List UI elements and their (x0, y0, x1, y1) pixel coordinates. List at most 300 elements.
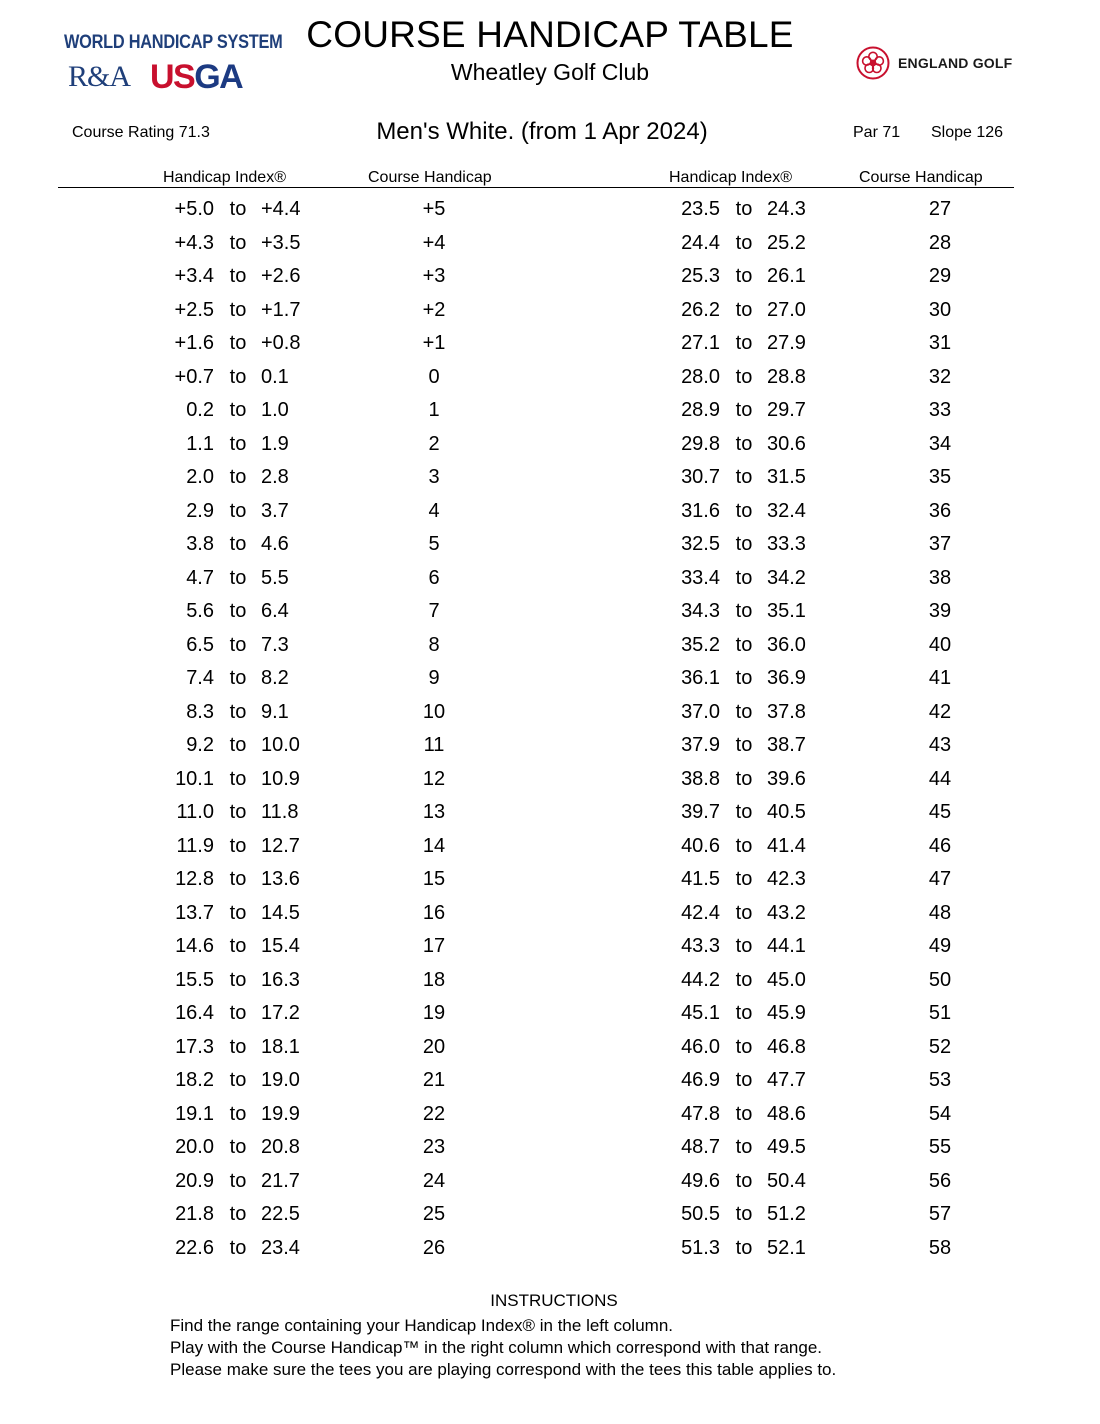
right-index-low: 27.1 (681, 332, 720, 354)
page-title: COURSE HANDICAP TABLE (306, 14, 794, 55)
left-course-handicap: 26 (422, 1236, 446, 1259)
left-course-handicap: 6 (428, 566, 440, 589)
right-course-handicap: 55 (928, 1136, 952, 1158)
right-to-word: to (735, 767, 753, 790)
left-index-high: 1.0 (261, 399, 289, 421)
table-row (0, 1065, 1100, 1099)
left-to-word: to (229, 1169, 247, 1192)
left-index-low: 2.9 (186, 499, 214, 522)
left-to-word: to (229, 1069, 247, 1091)
right-course-handicap: 48 (928, 901, 952, 924)
left-index-low: 17.3 (175, 1035, 214, 1058)
left-index-high: 9.1 (261, 700, 289, 723)
right-index-high: 37.8 (767, 700, 806, 723)
right-index-high: 25.2 (767, 231, 806, 254)
table-row (0, 998, 1100, 1032)
r-and-a-logo: R&A (68, 60, 131, 93)
right-course-handicap-header: Course Handicap (859, 169, 983, 186)
right-course-handicap: 42 (928, 700, 952, 723)
left-index-low: 20.9 (175, 1169, 214, 1192)
left-index-low: 10.1 (175, 767, 214, 790)
left-course-handicap: +5 (422, 198, 446, 220)
left-course-handicap: +3 (422, 265, 446, 287)
right-index-high: 38.7 (767, 734, 806, 756)
table-row (0, 596, 1100, 630)
left-course-handicap: 18 (422, 968, 446, 991)
right-index-high: 30.6 (767, 432, 806, 455)
instruction-line-1: Find the range containing your Handicap Index® in the left column. (170, 1316, 673, 1335)
left-index-high: 21.7 (261, 1169, 300, 1192)
left-index-low: 16.4 (175, 1002, 214, 1024)
left-to-word: to (229, 533, 247, 555)
left-to-word: to (229, 600, 247, 622)
left-to-word: to (229, 231, 247, 254)
left-course-handicap: 10 (422, 700, 446, 723)
right-index-low: 44.2 (681, 968, 720, 991)
table-row (0, 730, 1100, 764)
left-course-handicap: 13 (422, 801, 446, 823)
left-course-handicap: 7 (428, 600, 440, 622)
left-index-high: 3.7 (261, 499, 289, 522)
instruction-line-2: Play with the Course Handicap™ in the right column which correspond with that range. (170, 1338, 823, 1357)
right-index-low: 50.5 (681, 1203, 720, 1225)
right-index-low: 25.3 (681, 265, 720, 287)
right-index-high: 31.5 (767, 466, 806, 488)
left-to-word: to (229, 968, 247, 991)
tee-title: Men's White. (from 1 Apr 2024) (376, 118, 708, 145)
left-course-handicap: 11 (423, 734, 445, 756)
left-index-high: 8.2 (261, 667, 289, 689)
left-to-word: to (229, 667, 247, 689)
right-course-handicap: 28 (928, 231, 952, 254)
left-to-word: to (229, 767, 247, 790)
left-index-high: 14.5 (261, 901, 300, 924)
left-to-word: to (229, 834, 247, 857)
left-index-low: 12.8 (175, 868, 214, 890)
left-course-handicap: 14 (422, 834, 446, 857)
club-name: Wheatley Golf Club (450, 59, 650, 85)
left-course-handicap: 1 (428, 399, 440, 421)
table-row (0, 1199, 1100, 1233)
right-index-low: 28.9 (681, 399, 720, 421)
right-to-word: to (735, 1136, 753, 1158)
left-index-low: +1.6 (174, 332, 214, 354)
left-course-handicap: 12 (422, 767, 446, 790)
left-index-high: 5.5 (261, 566, 289, 589)
left-index-low: 3.8 (186, 533, 214, 555)
left-to-word: to (229, 466, 247, 488)
left-index-high: 10.9 (261, 767, 300, 790)
left-index-low: 20.0 (175, 1136, 214, 1158)
left-course-handicap: +4 (422, 231, 446, 254)
right-to-word: to (735, 633, 753, 656)
left-index-low: 11.0 (176, 801, 214, 823)
right-index-high: 36.0 (767, 633, 806, 656)
right-index-low: 26.2 (681, 298, 720, 321)
table-row (0, 295, 1100, 329)
right-index-high: 49.5 (767, 1136, 806, 1158)
usga-logo-us: US (150, 58, 195, 96)
right-index-high: 29.7 (767, 399, 806, 421)
right-to-word: to (735, 801, 753, 823)
left-course-handicap: 21 (422, 1069, 446, 1091)
right-to-word: to (735, 734, 753, 756)
left-index-low: 0.2 (186, 399, 214, 421)
right-index-low: 42.4 (681, 901, 720, 924)
right-index-high: 41.4 (767, 834, 806, 857)
left-to-word: to (229, 1136, 247, 1158)
left-index-high: 12.7 (261, 834, 300, 857)
right-index-low: 31.6 (681, 499, 720, 522)
right-to-word: to (735, 231, 753, 254)
left-index-high: 2.8 (261, 466, 289, 488)
left-index-high: +1.7 (261, 298, 301, 321)
left-course-handicap: 0 (428, 365, 440, 388)
right-index-low: 24.4 (681, 231, 720, 254)
tudor-rose-icon (856, 46, 890, 80)
right-index-low: 46.0 (681, 1035, 720, 1058)
right-to-word: to (735, 1035, 753, 1058)
right-index-low: 32.5 (681, 533, 720, 555)
left-index-high: +3.5 (261, 231, 301, 254)
left-course-handicap: 16 (422, 901, 446, 924)
right-to-word: to (735, 466, 753, 488)
right-course-handicap: 44 (928, 767, 952, 790)
left-course-handicap: +2 (422, 298, 446, 321)
right-course-handicap: 56 (928, 1169, 952, 1192)
right-index-low: 29.8 (681, 432, 720, 455)
left-index-low: +2.5 (174, 298, 214, 321)
left-index-high: 19.0 (261, 1069, 300, 1091)
left-to-word: to (229, 1203, 247, 1225)
left-to-word: to (229, 901, 247, 924)
left-index-high: 0.1 (261, 365, 289, 388)
right-to-word: to (735, 1203, 753, 1225)
left-index-high: 6.4 (261, 600, 289, 622)
left-index-low: 8.3 (186, 700, 214, 723)
table-row (0, 797, 1100, 831)
right-index-high: 32.4 (767, 499, 806, 522)
left-index-high: +0.8 (261, 332, 301, 354)
table-row (0, 965, 1100, 999)
right-index-high: 35.1 (767, 600, 806, 622)
left-to-word: to (229, 365, 247, 388)
right-index-high: 50.4 (767, 1169, 806, 1192)
right-to-word: to (735, 600, 753, 622)
table-row (0, 462, 1100, 496)
left-course-handicap: 5 (428, 533, 440, 555)
right-index-high: 45.0 (767, 968, 806, 991)
right-index-high: 42.3 (767, 868, 806, 890)
right-to-word: to (735, 533, 753, 555)
right-index-high: 43.2 (767, 901, 806, 924)
right-course-handicap: 58 (928, 1236, 952, 1259)
right-index-high: 26.1 (767, 265, 806, 287)
world-handicap-system-logo: WORLD HANDICAP SYSTEM (64, 32, 283, 53)
right-course-handicap: 45 (928, 801, 952, 823)
par-value: Par 71 (853, 124, 901, 141)
right-index-low: 43.3 (681, 935, 720, 957)
left-index-low: 13.7 (175, 901, 214, 924)
usga-logo-ga: GA (194, 58, 243, 96)
right-index-low: 46.9 (681, 1069, 720, 1091)
right-index-low: 38.8 (681, 767, 720, 790)
right-to-word: to (735, 1236, 753, 1259)
left-index-high: 1.9 (261, 432, 289, 455)
right-course-handicap: 37 (928, 533, 952, 555)
right-index-low: 41.5 (681, 868, 720, 890)
left-index-high: 10.0 (261, 734, 300, 756)
left-course-handicap: 2 (428, 432, 440, 455)
left-index-low: 19.1 (175, 1102, 214, 1125)
left-index-low: 22.6 (175, 1236, 214, 1259)
right-to-word: to (735, 332, 753, 354)
left-to-word: to (229, 801, 247, 823)
right-index-low: 40.6 (681, 834, 720, 857)
left-to-word: to (229, 1002, 247, 1024)
right-index-low: 37.9 (681, 734, 720, 756)
left-index-high: 23.4 (261, 1236, 300, 1259)
left-index-high: 15.4 (261, 935, 300, 957)
left-index-low: 7.4 (186, 667, 214, 689)
left-to-word: to (229, 1236, 247, 1259)
left-course-handicap: 4 (428, 499, 440, 522)
right-index-low: 45.1 (681, 1002, 720, 1024)
left-course-handicap: 3 (428, 466, 440, 488)
course-rating: Course Rating 71.3 (72, 124, 210, 141)
left-index-high: 16.3 (261, 968, 300, 991)
right-index-low: 49.6 (681, 1169, 720, 1192)
right-index-low: 47.8 (681, 1102, 720, 1125)
right-course-handicap: 46 (928, 834, 952, 857)
table-row (0, 1099, 1100, 1133)
left-index-low: 11.9 (176, 834, 214, 857)
right-index-high: 27.9 (767, 332, 806, 354)
left-to-word: to (229, 499, 247, 522)
left-to-word: to (229, 935, 247, 957)
slope-value: Slope 126 (931, 124, 1004, 141)
left-course-handicap: 15 (422, 868, 446, 890)
header-divider (58, 187, 1014, 188)
right-to-word: to (735, 1102, 753, 1125)
right-index-low: 33.4 (681, 566, 720, 589)
left-index-high: 17.2 (261, 1002, 300, 1024)
left-index-low: 21.8 (175, 1203, 214, 1225)
right-index-high: 24.3 (767, 198, 806, 220)
right-to-word: to (735, 1169, 753, 1192)
left-to-word: to (229, 265, 247, 287)
right-to-word: to (735, 399, 753, 421)
right-to-word: to (735, 499, 753, 522)
handicap-table (0, 194, 1100, 1266)
table-row (0, 429, 1100, 463)
table-row (0, 1233, 1100, 1267)
table-row (0, 864, 1100, 898)
right-index-high: 45.9 (767, 1002, 806, 1024)
table-row (0, 1132, 1100, 1166)
table-row (0, 362, 1100, 396)
table-row (0, 1166, 1100, 1200)
left-course-handicap: 19 (422, 1002, 446, 1024)
left-course-handicap: +1 (422, 332, 446, 354)
right-index-low: 23.5 (681, 198, 720, 220)
left-index-high: 13.6 (261, 868, 300, 890)
table-row (0, 697, 1100, 731)
left-index-low: 9.2 (186, 734, 214, 756)
instruction-line-3: Please make sure the tees you are playing correspond with the tees this table applies to. (170, 1360, 837, 1379)
right-to-word: to (735, 901, 753, 924)
right-course-handicap: 35 (928, 466, 952, 488)
left-index-low: 2.0 (186, 466, 214, 488)
table-row (0, 395, 1100, 429)
right-course-handicap: 29 (928, 265, 952, 287)
right-course-handicap: 41 (928, 667, 952, 689)
right-course-handicap: 43 (928, 734, 952, 756)
right-index-high: 28.8 (767, 365, 806, 388)
right-index-high: 40.5 (767, 801, 806, 823)
right-index-high: 36.9 (767, 667, 806, 689)
right-index-high: 52.1 (767, 1236, 806, 1259)
left-index-high: 19.9 (261, 1102, 300, 1125)
left-index-high: 22.5 (261, 1203, 300, 1225)
left-index-high: +4.4 (261, 198, 301, 220)
right-course-handicap: 53 (928, 1069, 952, 1091)
table-row (0, 529, 1100, 563)
table-row (0, 630, 1100, 664)
right-to-word: to (735, 566, 753, 589)
table-row (0, 261, 1100, 295)
right-index-low: 34.3 (681, 600, 720, 622)
left-to-word: to (229, 1102, 247, 1125)
right-to-word: to (735, 298, 753, 321)
right-index-high: 48.6 (767, 1102, 806, 1125)
left-to-word: to (229, 1035, 247, 1058)
right-to-word: to (735, 432, 753, 455)
left-to-word: to (229, 734, 247, 756)
left-course-handicap-header: Course Handicap (368, 169, 492, 186)
right-course-handicap: 36 (928, 499, 952, 522)
right-index-high: 27.0 (767, 298, 806, 321)
left-course-handicap: 24 (422, 1169, 446, 1192)
table-row (0, 764, 1100, 798)
left-course-handicap: 17 (422, 935, 446, 957)
right-to-word: to (735, 834, 753, 857)
left-course-handicap: 23 (422, 1136, 446, 1158)
table-row (0, 931, 1100, 965)
right-course-handicap: 27 (928, 198, 952, 220)
left-index-high: 4.6 (261, 533, 289, 555)
right-course-handicap: 47 (928, 868, 952, 890)
right-index-high: 39.6 (767, 767, 806, 790)
right-course-handicap: 40 (928, 633, 952, 656)
right-course-handicap: 38 (928, 566, 952, 589)
table-row (0, 228, 1100, 262)
right-index-high: 46.8 (767, 1035, 806, 1058)
left-to-word: to (229, 432, 247, 455)
right-to-word: to (735, 1069, 753, 1091)
right-course-handicap: 30 (928, 298, 952, 321)
right-index-high: 34.2 (767, 566, 806, 589)
right-to-word: to (735, 868, 753, 890)
table-row (0, 563, 1100, 597)
left-to-word: to (229, 198, 247, 220)
left-to-word: to (229, 566, 247, 589)
right-to-word: to (735, 1002, 753, 1024)
right-index-low: 35.2 (681, 633, 720, 656)
left-to-word: to (229, 298, 247, 321)
right-course-handicap: 32 (928, 365, 952, 388)
right-index-low: 48.7 (681, 1136, 720, 1158)
left-index-low: 18.2 (175, 1069, 214, 1091)
left-to-word: to (229, 868, 247, 890)
right-index-low: 39.7 (681, 801, 720, 823)
right-to-word: to (735, 968, 753, 991)
left-index-high: 11.8 (261, 801, 299, 823)
right-course-handicap: 57 (928, 1203, 952, 1225)
right-handicap-index-header: Handicap Index® (669, 169, 792, 186)
table-row (0, 328, 1100, 362)
table-row (0, 663, 1100, 697)
right-to-word: to (735, 365, 753, 388)
left-to-word: to (229, 399, 247, 421)
left-to-word: to (229, 700, 247, 723)
right-to-word: to (735, 935, 753, 957)
left-index-low: +5.0 (174, 198, 214, 220)
right-to-word: to (735, 265, 753, 287)
left-index-high: 18.1 (261, 1035, 300, 1058)
left-course-handicap: 20 (422, 1035, 446, 1058)
right-to-word: to (735, 700, 753, 723)
table-row (0, 898, 1100, 932)
left-handicap-index-header: Handicap Index® (163, 169, 286, 186)
table-row (0, 496, 1100, 530)
right-index-high: 44.1 (767, 935, 806, 957)
right-index-high: 51.2 (767, 1203, 806, 1225)
left-index-low: 4.7 (186, 566, 214, 589)
left-course-handicap: 8 (428, 633, 440, 656)
england-golf-wordmark: ENGLAND GOLF (898, 55, 1013, 71)
right-course-handicap: 54 (928, 1102, 952, 1125)
right-index-low: 28.0 (681, 365, 720, 388)
right-to-word: to (735, 667, 753, 689)
left-to-word: to (229, 633, 247, 656)
left-index-high: 7.3 (261, 633, 289, 656)
right-course-handicap: 52 (928, 1035, 952, 1058)
left-index-low: +0.7 (174, 365, 214, 388)
right-course-handicap: 33 (928, 399, 952, 421)
left-course-handicap: 25 (422, 1203, 446, 1225)
right-index-low: 37.0 (681, 700, 720, 723)
right-to-word: to (735, 198, 753, 220)
right-course-handicap: 39 (928, 600, 952, 622)
table-row (0, 194, 1100, 228)
left-course-handicap: 9 (428, 667, 440, 689)
left-index-low: 6.5 (186, 633, 214, 656)
right-index-low: 36.1 (681, 667, 720, 689)
table-row (0, 831, 1100, 865)
left-index-low: 5.6 (186, 600, 214, 622)
left-to-word: to (229, 332, 247, 354)
right-index-low: 51.3 (681, 1236, 720, 1259)
right-course-handicap: 34 (928, 432, 952, 455)
left-index-low: 1.1 (186, 432, 214, 455)
england-golf-logo (856, 46, 1012, 80)
right-index-high: 33.3 (767, 533, 806, 555)
left-index-high: +2.6 (261, 265, 301, 287)
left-index-low: 14.6 (175, 935, 214, 957)
right-course-handicap: 31 (928, 332, 952, 354)
right-course-handicap: 50 (928, 968, 952, 991)
